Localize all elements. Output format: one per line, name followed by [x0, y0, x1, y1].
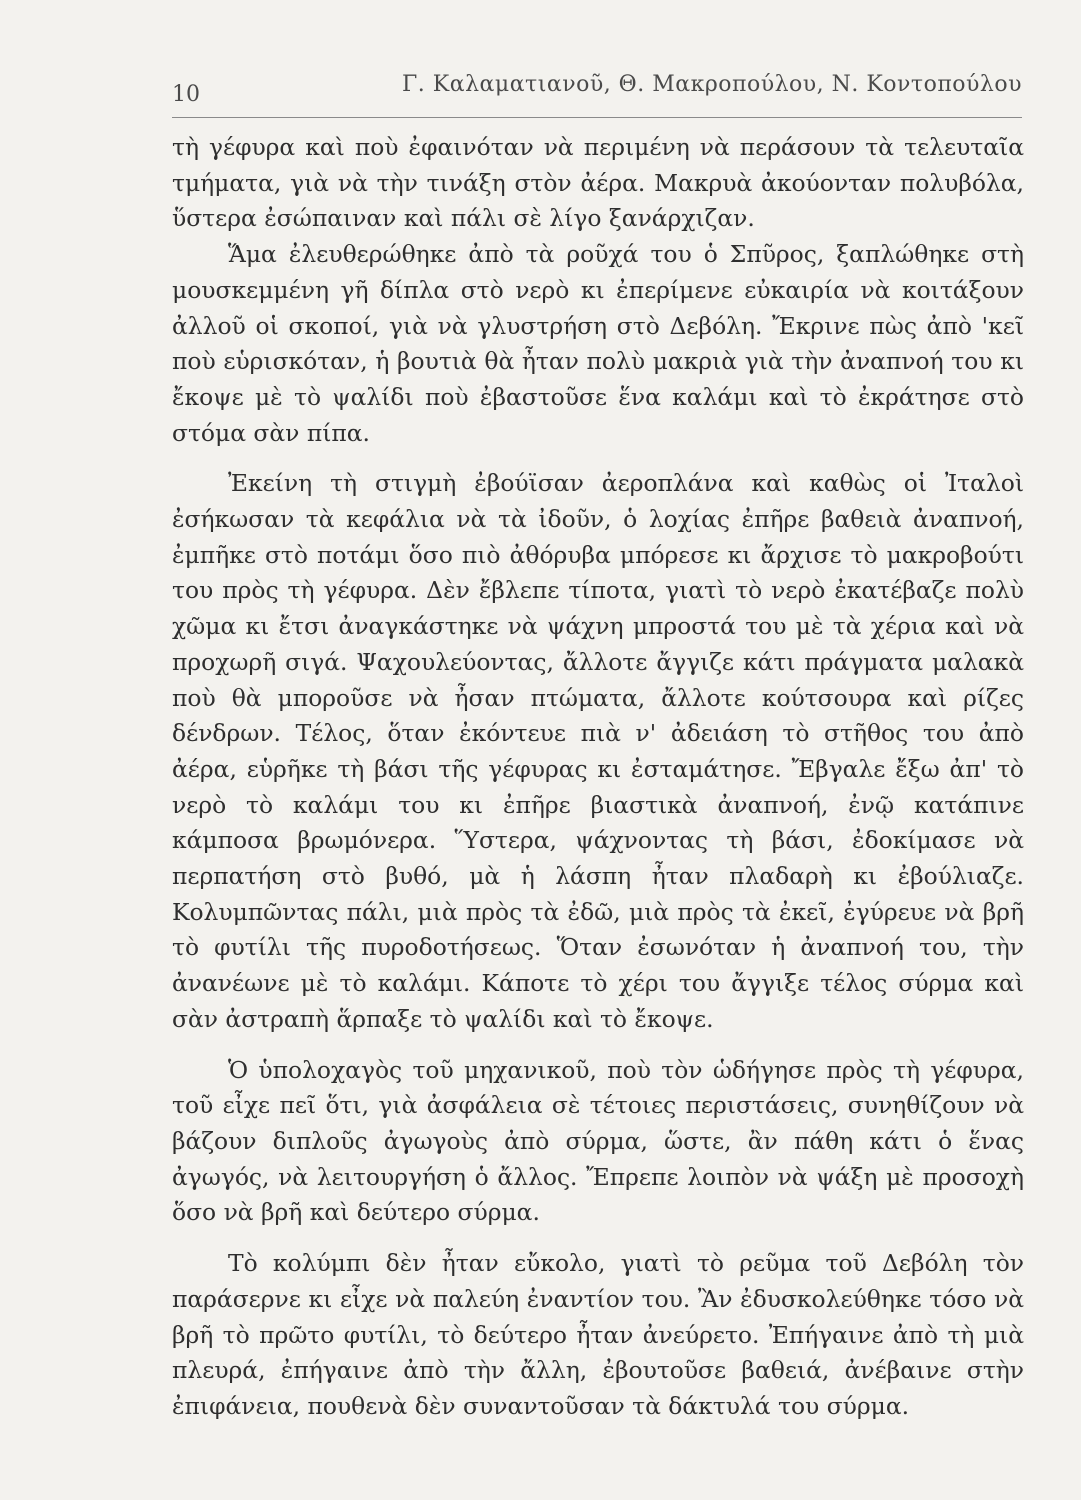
- page-header: [172, 72, 1022, 112]
- paragraph: Ἅμα ἐλευθερώθηκε ἀπὸ τὰ ροῦχά του ὁ Σπῦρος, ξαπλώθηκε στὴ μουσκεμμένη γῆ δίπλα στὸ νερὸ κι ἐπερίμενε εὐκαιρία νὰ κοιτάξουν ἀλλοῦ οἱ σκοποί, γιὰ νὰ γλυστρήση στὸ Δεβόλη. Ἔκρινε πὼς ἀπὸ 'κεῖ ποὺ εὑρισκόταν, ἡ βουτιὰ θὰ ἦταν πολὺ μακριὰ γιὰ τὴν ἀναπνοή του κι ἔκοψε μὲ τὸ ψαλίδι ποὺ ἐβαστοῦσε ἕνα καλάμι καὶ τὸ ἐκράτησε στὸ στόμα σὰν πίπα.: [172, 240, 1024, 447]
- header-rule: [172, 117, 1022, 118]
- page-number: 10: [172, 82, 200, 107]
- paragraph: τὴ γέφυρα καὶ ποὺ ἐφαινόταν νὰ περιμένη νὰ περάσουν τὰ τελευταῖα τμήματα, γιὰ νὰ τὴν τινάξη στὸν ἀέρα. Μακρυὰ ἀκούονταν πολυβόλα, ὕστερα ἐσώπαιναν καὶ πάλι σὲ λίγο ξανάρχιζαν.: [172, 133, 1024, 233]
- paragraph: Τὸ κολύμπι δὲν ἦταν εὔκολο, γιατὶ τὸ ρεῦμα τοῦ Δεβόλη τὸν παράσερνε κι εἶχε νὰ παλεύη ἐναντίον του. Ἂν ἐδυσκολεύθηκε τόσο νὰ βρῆ τὸ πρῶτο φυτίλι, τὸ δεύτερο ἦταν ἀνεύρετο. Ἐπήγαινε ἀπὸ τὴ μιὰ πλευρά, ἐπήγαινε ἀπὸ τὴν ἄλλη, ἐβουτοῦσε βαθειά, ἀνέβαινε στὴν ἐπιφάνεια, πουθενὰ δὲν συναντοῦσαν τὰ δάκτυλά του σύρμα.: [172, 1249, 1024, 1420]
- paragraph: Ὁ ὑπολοχαγὸς τοῦ μηχανικοῦ, ποὺ τὸν ὡδήγησε πρὸς τὴ γέφυρα, τοῦ εἶχε πεῖ ὅτι, γιὰ ἀσφάλεια σὲ τέτοιες περιστάσεις, συνηθίζουν νὰ βάζουν διπλοῦς ἀγωγοὺς ἀπὸ σύρμα, ὥστε, ἂν πάθη κάτι ὁ ἕνας ἀγωγός, νὰ λειτουργήση ὁ ἄλλος. Ἔπρεπε λοιπὸν νὰ ψάξη μὲ προσοχὴ ὅσο νὰ βρῆ καὶ δεύτερο σύρμα.: [172, 1055, 1024, 1227]
- body-text: [172, 130, 1024, 1425]
- paragraph: Ἐκείνη τὴ στιγμὴ ἐβούϊσαν ἀεροπλάνα καὶ καθὼς οἱ Ἰταλοὶ ἐσήκωσαν τὰ κεφάλια νὰ τὰ ἰδοῦν, ὁ λοχίας ἐπῆρε βαθειὰ ἀναπνοή, ἐμπῆκε στὸ ποτάμι ὅσο πιὸ ἀθόρυβα μπόρεσε κι ἄρχισε τὸ μακροβούτι του πρὸς τὴ γέφυρα. Δὲν ἔβλεπε τίποτα, γιατὶ τὸ νερὸ ἐκατέβαζε πολὺ χῶμα κι ἔτσι ἀναγκάστηκε νὰ ψάχνη μπροστά του μὲ τὰ χέρια καὶ νὰ προχωρῆ σιγά. Ψαχουλεύοντας, ἄλλοτε ἄγγιζε κάτι πράγματα μαλακὰ ποὺ θὰ μποροῦσε νὰ ἦσαν πτώματα, ἄλλοτε κούτσουρα καὶ ρίζες δένδρων. Τέλος, ὅταν ἐκόντευε πιὰ ν' ἀδειάση τὸ στῆθος του ἀπὸ ἀέρα, εὑρῆκε τὴ βάσι τῆς γέφυρας κι ἐσταμάτησε. Ἔβγαλε ἔξω ἀπ' τὸ νερὸ τὸ καλάμι του κι ἐπῆρε βιαστικὰ ἀναπνοή, ἐνῷ κατάπινε κάμποσα βρωμόνερα. Ὕστερα, ψάχνοντας τὴ βάσι, ἐδοκίμασε νὰ περπατήση στὸ βυθό, μὰ ἡ λάσπη ἦταν πλαδαρὴ κι ἐβούλιαζε. Κολυμπῶντας πάλι, μιὰ πρὸς τὰ ἐδῶ, μιὰ πρὸς τὰ ἐκεῖ, ἐγύρευε νὰ βρῆ τὸ φυτίλι τῆς πυροδοτήσεως. Ὅταν ἐσωνόταν ἡ ἀναπνοή του, τὴν ἀνανέωνε μὲ τὸ καλάμι. Κάποτε τὸ χέρι του ἄγγιξε τέλος σύρμα καὶ σὰν ἀστραπὴ ἅρπαξε τὸ ψαλίδι καὶ τὸ ἔκοψε.: [172, 469, 1024, 1033]
- running-head: Γ. Καλαματιανοῦ, Θ. Μακροπούλου, Ν. Κοντοπούλου: [402, 72, 1022, 97]
